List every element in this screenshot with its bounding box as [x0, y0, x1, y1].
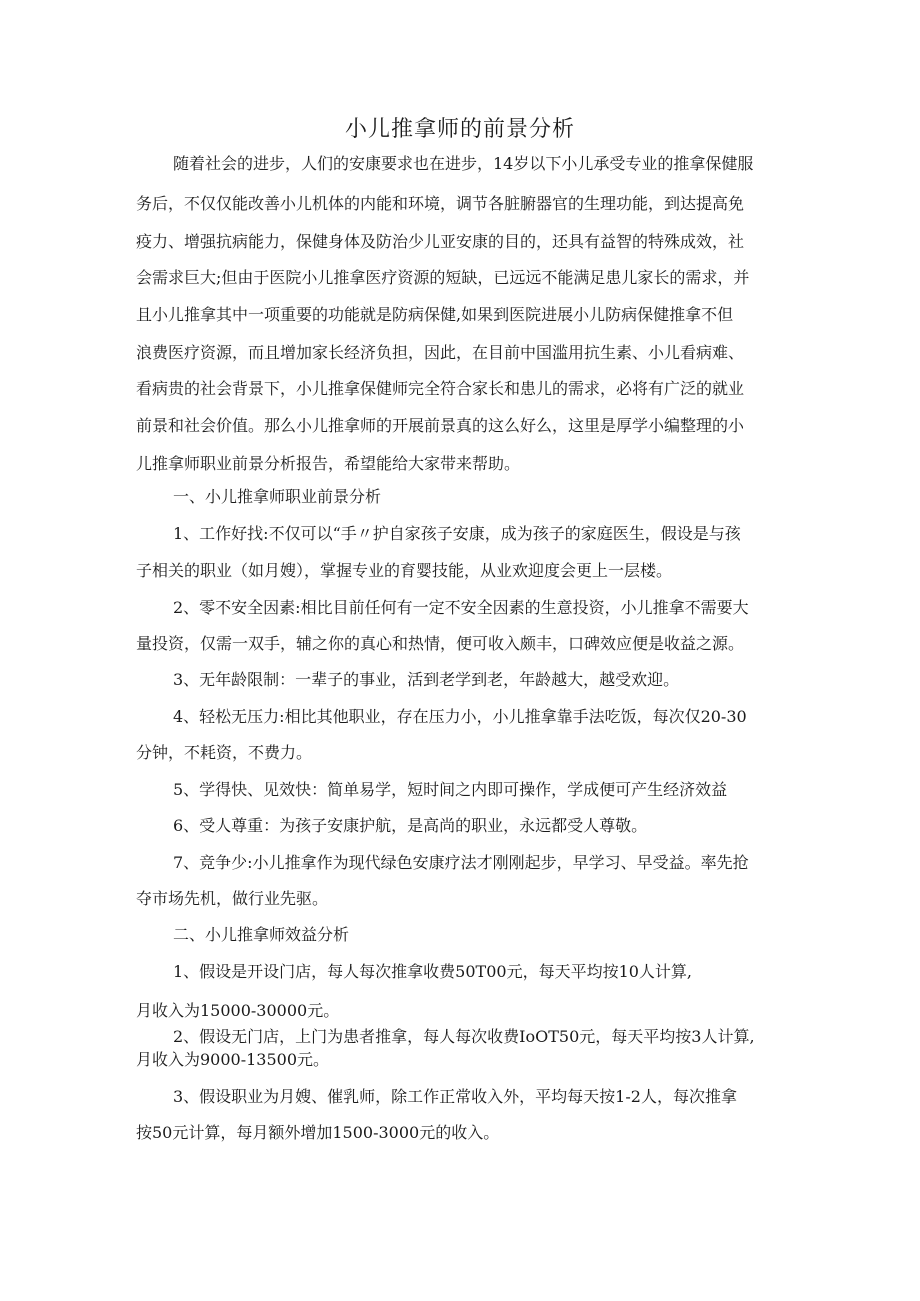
list-item-line: 6、受人尊重：为孩子安康护航，是高尚的职业，永远都受人尊敬。: [173, 816, 648, 835]
paragraph-line: 随着社会的进步，人们的安康要求也在进步，14岁以下小儿承受专业的推拿保健服: [173, 154, 754, 173]
list-item-line: 子相关的职业（如月嫂），掌握专业的育婴技能，从业欢迎度会更上一层楼。: [136, 561, 673, 580]
paragraph-line: 疫力、增强抗病能力，保健身体及防治少儿亚安康的目的，还具有益智的特殊成效，社: [136, 232, 745, 251]
list-item-line: 夺市场先机，做行业先驱。: [136, 889, 329, 908]
list-item-line: 1、假设是开设门店，每人每次推拿收费50T00元，每天平均按10人计算,: [173, 962, 693, 981]
document-title: 小儿推拿师的前景分析: [344, 117, 575, 142]
paragraph-line: 前景和社会价值。那么小儿推拿师的开展前景真的这么好么，这里是厚学小编整理的小: [136, 416, 745, 435]
list-item-line: 5、学得快、见效快：简单易学，短时间之内即可操作，学成便可产生经济效益: [173, 780, 728, 799]
list-item-line: 分钟，不耗资，不费力。: [136, 743, 313, 762]
list-item-line: 2、假设无门店，上门为患者推拿，每人每次收费IoOT50元，每天平均按3人计算,: [173, 1027, 755, 1046]
list-item-line: 按50元计算，每月额外增加1500-3000元的收入。: [136, 1123, 500, 1142]
paragraph-line: 浪费医疗资源，而且增加家长经济负担，因此，在目前中国滥用抗生素、小儿看病难、: [136, 343, 745, 362]
list-item-line: 3、假设职业为月嫂、催乳师，除工作正常收入外，平均每天按1-2人，每次推拿: [173, 1087, 737, 1106]
list-item-line: 4、轻松无压力:相比其他职业，存在压力小，小儿推拿靠手法吃饭，每次仅20-30: [173, 707, 747, 726]
paragraph-line: 会需求巨大;但由于医院小儿推拿医疗资源的短缺，已远远不能满足患儿家长的需求，并: [136, 268, 750, 287]
list-item-line: 量投资，仅需一双手，辅之你的真心和热情，便可收入颇丰，口碑效应便是收益之源。: [136, 634, 745, 653]
list-item-line: 1、工作好找:不仅可以“手〃护自家孩子安康，成为孩子的家庭医生，假设是与孩: [173, 524, 741, 543]
paragraph-line: 看病贵的社会背景下，小儿推拿保健师完全符合家长和患儿的需求，必将有广泛的就业: [136, 379, 745, 398]
list-item-line: 2、零不安全因素:相比目前任何有一定不安全因素的生意投资，小儿推拿不需要大: [173, 598, 749, 617]
list-item-line: 3、无年龄限制：一辈子的事业，活到老学到老，年龄越大，越受欢迎。: [173, 670, 680, 689]
section-heading-1: 一、小儿推拿师职业前景分析: [173, 487, 382, 506]
paragraph-line: 且小儿推拿其中一项重要的功能就是防病保健,如果到医院进展小儿防病保健推拿不但: [136, 305, 734, 324]
paragraph-line: 务后，不仅仅能改善小儿机体的内能和环境，调节各脏腑器官的生理功能，到达提高免: [136, 194, 745, 213]
paragraph-line: 儿推拿师职业前景分析报告，希望能给大家带来帮助。: [136, 454, 521, 473]
list-item-line: 月收入为15000-30000元。: [136, 1001, 340, 1020]
list-item-line: 月收入为9000-13500元。: [136, 1050, 330, 1069]
list-item-line: 7、竞争少:小儿推拿作为现代绿色安康疗法才刚刚起步，早学习、早受益。率先抢: [173, 853, 749, 872]
section-heading-2: 二、小儿推拿师效益分析: [173, 925, 350, 944]
